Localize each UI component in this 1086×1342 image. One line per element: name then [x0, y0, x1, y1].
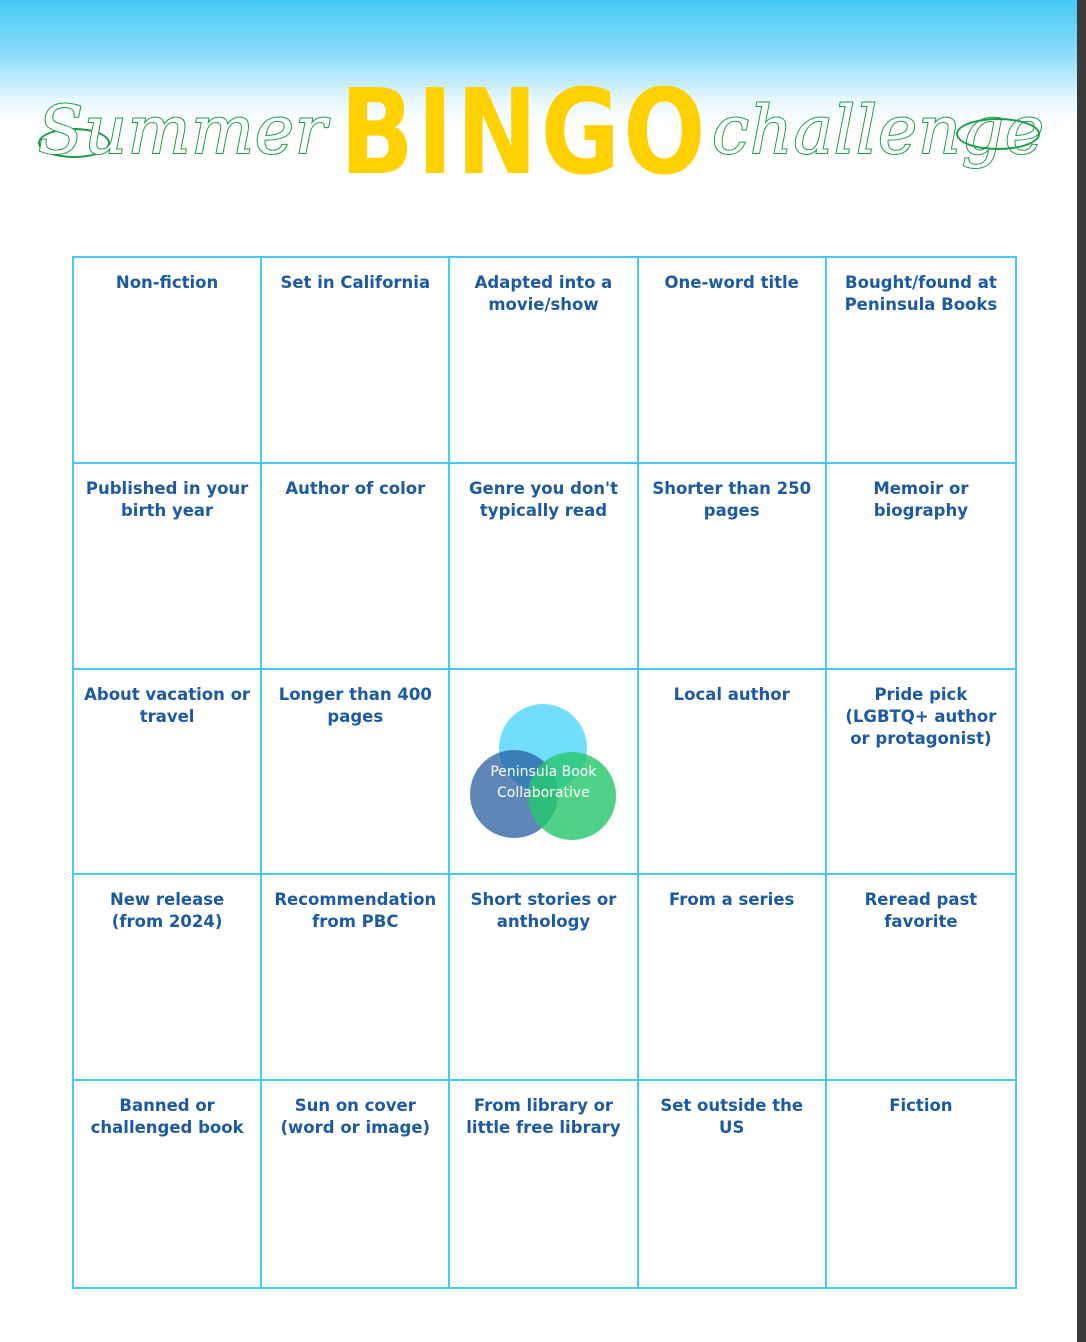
bingo-square[interactable] [639, 670, 827, 876]
bingo-square[interactable] [639, 464, 827, 670]
bingo-square[interactable] [74, 258, 262, 464]
bingo-square[interactable] [450, 464, 638, 670]
bingo-square[interactable] [827, 875, 1015, 1081]
bingo-square[interactable] [827, 1081, 1015, 1287]
bingo-square[interactable] [827, 670, 1015, 876]
title-summer-word: Summer [38, 92, 328, 169]
logo-text [468, 762, 618, 804]
bingo-square[interactable] [74, 464, 262, 670]
right-swash-flourish [956, 118, 1040, 150]
square-label: Shorter than 250 pages [652, 478, 812, 520]
square-label: Memoir or biography [873, 478, 969, 520]
bingo-square[interactable] [639, 1081, 827, 1287]
square-label: Recommendation from PBC [274, 890, 437, 932]
square-label: Adapted into a movie/show [474, 273, 613, 314]
logo-text-line1: Peninsula Book [490, 763, 597, 780]
square-label: New release (from 2024) [109, 890, 225, 932]
bingo-square[interactable] [262, 464, 450, 670]
square-label: Non-fiction [115, 273, 219, 292]
square-label: Set in California [280, 273, 431, 292]
square-label: Short stories or anthology [470, 890, 617, 932]
bingo-square[interactable] [827, 464, 1015, 670]
venn-diagram-logo-icon [468, 704, 618, 844]
bingo-square[interactable] [74, 1081, 262, 1287]
square-label: Local author [673, 684, 790, 704]
square-label: Set outside the US [660, 1096, 804, 1138]
square-label: Author of color [285, 478, 426, 498]
window-edge [1077, 0, 1086, 1342]
square-label: Sun on cover (word or image) [280, 1096, 431, 1138]
square-label: From a series [669, 890, 795, 910]
bingo-square[interactable] [639, 258, 827, 464]
square-label: Banned or challenged book [90, 1096, 244, 1138]
bingo-square[interactable] [74, 670, 262, 876]
square-label: Reread past favorite [864, 890, 978, 932]
bingo-grid [72, 256, 1017, 1289]
square-label: Fiction [889, 1096, 953, 1116]
free-space-square[interactable] [450, 670, 638, 876]
bingo-square[interactable] [450, 1081, 638, 1287]
bingo-square[interactable] [450, 875, 638, 1081]
square-label: Bought/found at Peninsula Books [844, 273, 998, 314]
square-label: From library or little free library [466, 1096, 621, 1138]
title-bingo-word: BINGO [340, 63, 709, 201]
bingo-square[interactable] [639, 875, 827, 1081]
title-banner [0, 0, 1077, 230]
bingo-square[interactable] [450, 258, 638, 464]
bingo-square[interactable] [262, 670, 450, 876]
bingo-square[interactable] [74, 875, 262, 1081]
square-label: Longer than 400 pages [278, 684, 432, 726]
square-label: Genre you don't typically read [469, 478, 618, 520]
bingo-square[interactable] [262, 1081, 450, 1287]
logo-text-line2: Collaborative [497, 784, 590, 801]
bingo-square[interactable] [262, 258, 450, 464]
square-label: About vacation or travel [84, 684, 251, 726]
square-label: One-word title [664, 273, 799, 292]
bingo-square[interactable] [262, 875, 450, 1081]
square-label: Published in your birth year [85, 478, 249, 520]
title-challenge-word: challenge [712, 92, 1045, 169]
square-label: Pride pick (LGBTQ+ author or protagonist) [845, 684, 997, 748]
bingo-square[interactable] [827, 258, 1015, 464]
